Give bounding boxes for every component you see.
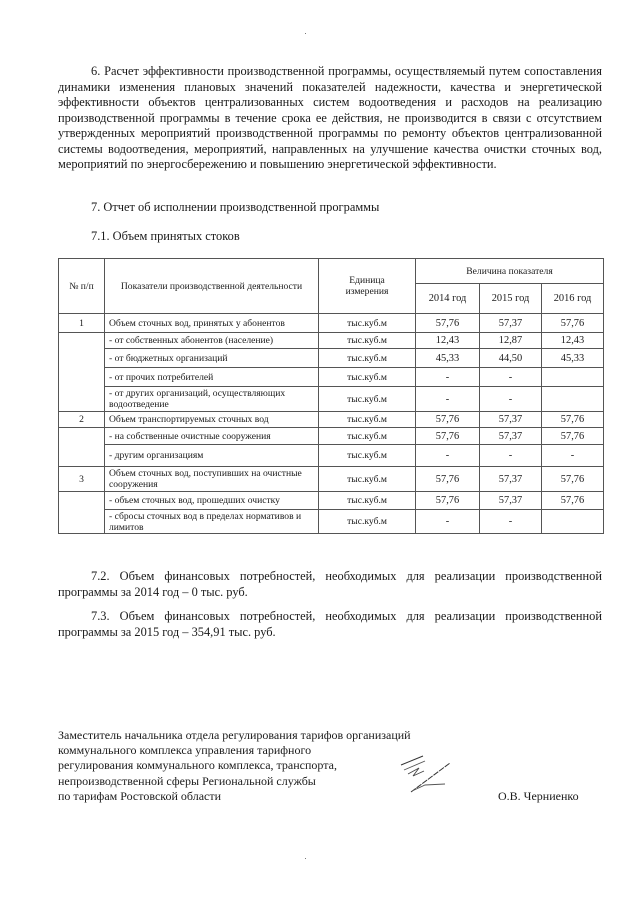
row-unit: тыс.куб.м <box>319 492 416 510</box>
header-value-group: Величина показателя <box>416 259 604 284</box>
row-value-2014: 57,76 <box>416 467 480 492</box>
scan-speck-top <box>305 33 306 34</box>
row-unit: тыс.куб.м <box>319 510 416 534</box>
table-row <box>59 387 604 412</box>
scan-speck-bottom <box>305 858 306 859</box>
row-unit: тыс.куб.м <box>319 445 416 467</box>
row-value-2015: - <box>480 445 542 467</box>
row-value-2016 <box>542 510 604 534</box>
section-7-3-paragraph <box>58 609 602 640</box>
row-num <box>59 428 105 467</box>
row-num: 3 <box>59 467 105 492</box>
row-value-2014: 57,76 <box>416 492 480 510</box>
row-value-2014: - <box>416 368 480 387</box>
signatory-position-line: коммунального комплекса управления тарифного <box>58 743 312 758</box>
header-year-2015: 2015 год <box>480 284 542 314</box>
row-indicator: - на собственные очистные сооружения <box>105 428 319 445</box>
row-value-2015: 44,50 <box>480 349 542 368</box>
row-unit: тыс.куб.м <box>319 467 416 492</box>
section-7-3-text: 7.3. Объем финансовых потребностей, необходимых для реализации производственной программы за 2015 год – 354,91 тыс. руб. <box>58 609 602 639</box>
row-value-2014: 57,76 <box>416 428 480 445</box>
row-unit: тыс.куб.м <box>319 412 416 428</box>
row-value-2015: - <box>480 387 542 412</box>
signatory-position <box>58 728 411 804</box>
row-value-2014: 57,76 <box>416 412 480 428</box>
row-num: 2 <box>59 412 105 428</box>
row-value-2016 <box>542 387 604 412</box>
row-value-2014: 45,33 <box>416 349 480 368</box>
row-indicator: Объем сточных вод, поступивших на очистные сооружения <box>105 467 319 492</box>
table-row <box>59 349 604 368</box>
header-num: № п/п <box>59 259 105 314</box>
section-7-title: 7. Отчет об исполнении производственной программы <box>91 200 380 214</box>
row-value-2015: - <box>480 368 542 387</box>
header-indicator: Показатели производственной деятельности <box>105 259 319 314</box>
row-value-2015: 57,37 <box>480 314 542 333</box>
header-unit: Единица измерения <box>319 259 416 314</box>
row-indicator: - от прочих потребителей <box>105 368 319 387</box>
row-value-2016: 57,76 <box>542 428 604 445</box>
table-row <box>59 510 604 534</box>
row-value-2015: 57,37 <box>480 428 542 445</box>
table-row <box>59 333 604 349</box>
row-unit: тыс.куб.м <box>319 333 416 349</box>
row-unit: тыс.куб.м <box>319 368 416 387</box>
row-value-2014: 57,76 <box>416 314 480 333</box>
section-6-text: Расчет эффективности производственной программы, осуществляемый путем сопоставления динамики изменения плановых значений показателей надежности, качества и энергетической эффективности объектов централизованных систем водоотведения и расходов на реализацию производственной программы в течение срока ее действия, не производится в связи с отсутствием утвержденных мероприятий производственной программы по ремонту объектов централизованной системы водоотведения, мероприятий, направленных на улучшение качества очистки сточных вод, мероприятий по энергосбережению и повышению энергетической эффективности. <box>58 64 602 171</box>
row-value-2016: - <box>542 445 604 467</box>
row-value-2014: - <box>416 510 480 534</box>
row-indicator: - от других организаций, осуществляющих водоотведение <box>105 387 319 412</box>
accepted-effluent-table <box>58 258 604 534</box>
row-indicator: - от бюджетных организаций <box>105 349 319 368</box>
row-num: 1 <box>59 314 105 333</box>
row-value-2016: 57,76 <box>542 492 604 510</box>
row-value-2016 <box>542 368 604 387</box>
row-unit: тыс.куб.м <box>319 428 416 445</box>
row-indicator: - сбросы сточных вод в пределах нормативов и лимитов <box>105 510 319 534</box>
table-row <box>59 428 604 445</box>
handwritten-signature-icon <box>395 752 475 807</box>
row-indicator: Объем сточных вод, принятых у абонентов <box>105 314 319 333</box>
row-unit: тыс.куб.м <box>319 314 416 333</box>
table-row <box>59 412 604 428</box>
signatory-name: О.В. Черниенко <box>498 789 579 803</box>
row-value-2015: 57,37 <box>480 492 542 510</box>
section-6-paragraph <box>58 64 602 173</box>
row-indicator: - объем сточных вод, прошедших очистку <box>105 492 319 510</box>
section-6-number: 6. <box>91 64 101 78</box>
header-year-2016: 2016 год <box>542 284 604 314</box>
row-value-2015: - <box>480 510 542 534</box>
signatory-position-line: непроизводственной сферы Региональной службы <box>58 773 316 788</box>
table-row <box>59 467 604 492</box>
header-year-2014: 2014 год <box>416 284 480 314</box>
row-value-2016: 57,76 <box>542 412 604 428</box>
table-row <box>59 445 604 467</box>
row-num <box>59 333 105 412</box>
row-unit: тыс.куб.м <box>319 349 416 368</box>
row-value-2015: 57,37 <box>480 467 542 492</box>
row-value-2016: 12,43 <box>542 333 604 349</box>
signatory-position-line: по тарифам Ростовской области <box>58 788 222 803</box>
signatory-position-line: Заместитель начальника отдела регулирования тарифов организаций <box>58 728 411 742</box>
table-row <box>59 492 604 510</box>
section-7-2-paragraph <box>58 569 602 600</box>
row-indicator: Объем транспортируемых сточных вод <box>105 412 319 428</box>
table-row <box>59 368 604 387</box>
row-value-2016: 57,76 <box>542 314 604 333</box>
row-num <box>59 492 105 534</box>
row-unit: тыс.куб.м <box>319 387 416 412</box>
signatory-position-line: регулирования коммунального комплекса, транспорта, <box>58 758 337 773</box>
row-value-2015: 12,87 <box>480 333 542 349</box>
row-value-2014: - <box>416 445 480 467</box>
section-7-2-text: 7.2. Объем финансовых потребностей, необходимых для реализации производственной программы за 2014 год – 0 тыс. руб. <box>58 569 602 599</box>
section-7-1-title: 7.1. Объем принятых стоков <box>91 229 240 243</box>
row-value-2016: 57,76 <box>542 467 604 492</box>
row-value-2014: 12,43 <box>416 333 480 349</box>
row-value-2015: 57,37 <box>480 412 542 428</box>
row-indicator: - другим организациям <box>105 445 319 467</box>
row-indicator: - от собственных абонентов (население) <box>105 333 319 349</box>
table-row <box>59 314 604 333</box>
row-value-2014: - <box>416 387 480 412</box>
row-value-2016: 45,33 <box>542 349 604 368</box>
